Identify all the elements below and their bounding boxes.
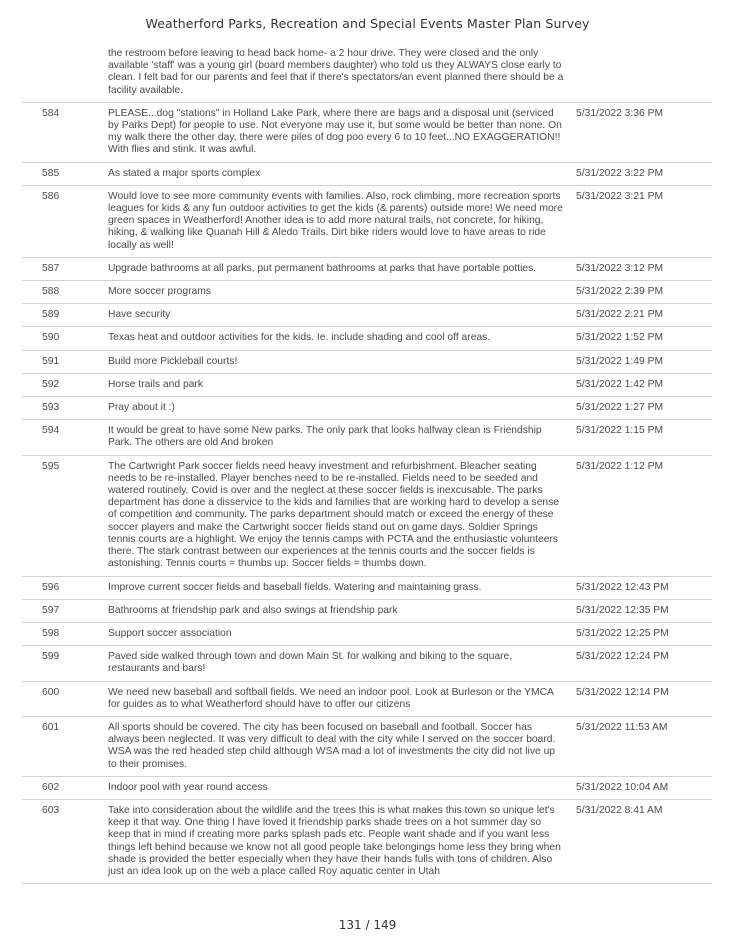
responses-table bbox=[22, 45, 712, 884]
response-text: Build more Pickleball courts! bbox=[108, 355, 238, 367]
response-date: 5/31/2022 2:21 PM bbox=[576, 309, 664, 321]
table-row bbox=[22, 374, 712, 397]
table-row bbox=[22, 327, 712, 350]
response-text: It would be great to have some New parks. The only park that looks halfway clean is Friendship Park. The others are old And broken bbox=[108, 425, 542, 449]
table-row bbox=[22, 258, 712, 281]
response-text: Take into consideration about the wildlife and the trees this is what makes this town so unique let's keep it that way. One thing I have loved it friendship parks shade trees on a hot summer day so keep that in mind if creating more parks splash pads etc. People want shade and if you want less things left behind because we know not all good people take belongings home less they bring when shade is provided the better especially when they have their hands fulls with tons of children. Also just an idea look up on the web a place called Roy aquatic center in Utah bbox=[108, 804, 561, 877]
page-title: Weatherford Parks, Recreation and Special Events Master Plan Survey bbox=[145, 16, 590, 31]
response-text: Would love to see more community events with families. Also, rock climbing, more recreation sports leagues for kids & any fun outdoor activities to get the kids (& parents) outside more! We need more green spaces in Weatherford! Another idea is to add more natural trails, not concrete, for hiking, hiking, & walking like Quanah Hill & Aledo Trails. Dirt bike riders would love to have areas to ride locally as well! bbox=[108, 190, 563, 251]
table-row bbox=[22, 682, 712, 717]
table-row bbox=[22, 397, 712, 420]
response-date: 5/31/2022 3:12 PM bbox=[576, 262, 664, 274]
response-number: 591 bbox=[42, 355, 60, 367]
response-text: Indoor pool with year round access bbox=[108, 781, 268, 793]
response-text: Bathrooms at friendship park and also swings at friendship park bbox=[108, 604, 398, 616]
response-number: 586 bbox=[42, 190, 60, 202]
response-number: 597 bbox=[42, 604, 60, 616]
page-number: 131 / 149 bbox=[338, 918, 397, 932]
response-text: Texas heat and outdoor activities for the kids. Ie. include shading and cool off areas. bbox=[108, 332, 491, 344]
response-date: 5/31/2022 11:53 AM bbox=[576, 721, 668, 733]
response-number: 600 bbox=[42, 686, 60, 698]
response-date: 5/31/2022 1:27 PM bbox=[576, 402, 664, 414]
response-date: 5/31/2022 1:15 PM bbox=[576, 425, 664, 437]
response-date: 5/31/2022 1:52 PM bbox=[576, 332, 664, 344]
table-row bbox=[22, 456, 712, 577]
response-date: 5/31/2022 1:12 PM bbox=[576, 460, 664, 472]
table-row bbox=[22, 186, 712, 258]
table-row bbox=[22, 163, 712, 186]
response-number: 587 bbox=[42, 262, 60, 274]
response-text: The Cartwright Park soccer fields need heavy investment and refurbishment. Bleacher seating needs to be re-installed. Player benches need to be re-installed. Fields need to be seeded and watered routinely. Covid is over and the neglect at these soccer fields is inexcusable. The parks department has done a disservice to the kids and families that are working hard to develop a sense of competition and community. The parks department should match or exceed the energy of these soccer players and make the Cartwright soccer fields stand out on game days. Soldier Springs tennis courts are a highlight. We enjoy the tennis camps with PCTA and the enthusiastic volunteers there. The stark contrast between our experiences at the tennis courts and the soccer fields is astonishing. Tennis courts = thumbs up. Soccer fields = thumbs down. bbox=[108, 460, 560, 570]
response-text: Have security bbox=[108, 309, 171, 321]
table-row bbox=[22, 623, 712, 646]
response-date: 5/31/2022 10:04 AM bbox=[576, 781, 669, 793]
response-date: 5/31/2022 2:39 PM bbox=[576, 286, 664, 298]
response-date: 5/31/2022 12:35 PM bbox=[576, 604, 669, 616]
response-date bbox=[574, 48, 712, 97]
response-number: 596 bbox=[42, 581, 60, 593]
response-date: 5/31/2022 3:22 PM bbox=[576, 167, 664, 179]
response-number: 599 bbox=[42, 651, 60, 663]
response-date: 5/31/2022 3:36 PM bbox=[576, 107, 664, 119]
response-date: 5/31/2022 8:41 AM bbox=[576, 804, 663, 816]
response-date: 5/31/2022 12:24 PM bbox=[576, 651, 669, 663]
response-number: 602 bbox=[42, 781, 60, 793]
table-row bbox=[22, 800, 712, 884]
response-date: 5/31/2022 1:49 PM bbox=[576, 355, 664, 367]
table-row bbox=[22, 304, 712, 327]
response-number: 595 bbox=[42, 460, 60, 472]
continuation-row bbox=[22, 45, 712, 103]
response-text: Pray about it :) bbox=[108, 402, 175, 414]
table-row bbox=[22, 281, 712, 304]
table-row bbox=[22, 577, 712, 600]
response-date: 5/31/2022 1:42 PM bbox=[576, 378, 664, 390]
response-number: 588 bbox=[42, 286, 60, 298]
response-number bbox=[22, 48, 108, 97]
response-text: Horse trails and park bbox=[108, 378, 203, 390]
table-row bbox=[22, 351, 712, 374]
response-text: All sports should be covered. The city has been focused on baseball and football. Soccer has always been neglected. It was very difficult to deal with the city while I served on the soccer board. WSA was the red headed step child although WSA mad a lot of investments the city did not live up to their promises. bbox=[108, 721, 556, 770]
response-text: More soccer programs bbox=[108, 286, 211, 298]
response-number: 594 bbox=[42, 425, 60, 437]
response-text: Paved side walked through town and down Main St. for walking and biking to the square, restaurants and bars! bbox=[108, 651, 513, 675]
response-number: 598 bbox=[42, 627, 60, 639]
table-row bbox=[22, 717, 712, 777]
response-number: 592 bbox=[42, 378, 60, 390]
table-row bbox=[22, 777, 712, 800]
table-row bbox=[22, 103, 712, 163]
response-text: the restroom before leaving to head back home- a 2 hour drive. They were closed and the only available 'staff' was a young girl (board members daughter) who told us they ALWAYS close early to clean. I felt bad for our parents and feel that if there's spectators/an event planned there should be a facility available. bbox=[108, 48, 564, 96]
response-date: 5/31/2022 12:25 PM bbox=[576, 627, 669, 639]
response-number: 585 bbox=[42, 167, 60, 179]
response-number: 590 bbox=[42, 332, 60, 344]
response-text: We need new baseball and softball fields. We need an indoor pool. Look at Burleson or the YMCA for guides as to what Weatherford should have to offer our citizens bbox=[108, 686, 554, 710]
response-number: 601 bbox=[42, 721, 60, 733]
response-date: 5/31/2022 3:21 PM bbox=[576, 190, 664, 202]
response-number: 589 bbox=[42, 309, 60, 321]
table-row bbox=[22, 420, 712, 455]
response-number: 603 bbox=[42, 804, 60, 816]
response-text: PLEASE...dog "stations" in Holland Lake Park, where there are bags and a disposal unit (serviced by Parks Dept) for people to use. Not everyone may use it, but some would be better than none. On my walk there the other day, there were piles of dog poo every 6 to 10 feet...NO EXAGGERATION!! With flies and stink. It was awful. bbox=[108, 107, 562, 156]
response-text: Upgrade bathrooms at all parks, put permanent bathrooms at parks that have portable potties. bbox=[108, 262, 537, 274]
response-date: 5/31/2022 12:43 PM bbox=[576, 581, 669, 593]
table-row bbox=[22, 646, 712, 681]
response-date: 5/31/2022 12:14 PM bbox=[576, 686, 669, 698]
response-text: As stated a major sports complex bbox=[108, 167, 261, 179]
table-row bbox=[22, 600, 712, 623]
response-text: Improve current soccer fields and baseball fields. Watering and maintaining grass. bbox=[108, 581, 482, 593]
response-number: 584 bbox=[42, 107, 60, 119]
response-text: Support soccer association bbox=[108, 627, 232, 639]
response-number: 593 bbox=[42, 402, 60, 414]
